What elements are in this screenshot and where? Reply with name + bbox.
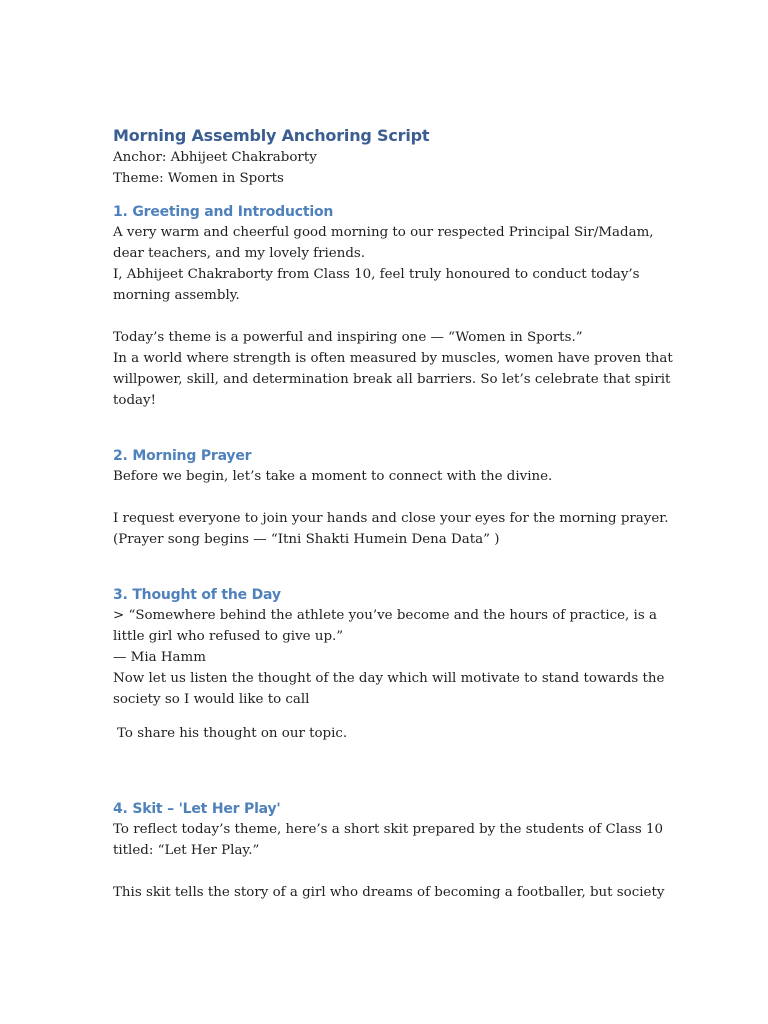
paragraph: To share his thought on our topic. (117, 726, 348, 741)
paragraph: A very warm and cheerful good morning to our respected Principal Sir/Madam, dear teachers, and my lovely friends. (113, 225, 654, 261)
paragraph: I, Abhijeet Chakraborty from Class 10, feel truly honoured to conduct today’s morning assembly. (113, 267, 640, 303)
paragraph: — Mia Hamm (113, 650, 206, 665)
document-body (113, 125, 673, 903)
anchor-line: Anchor: Abhijeet Chakraborty (113, 150, 317, 165)
paragraph: In a world where strength is often measured by muscles, women have proven that willpower, skill, and determination break all barriers. So let’s celebrate that spirit today! (113, 351, 673, 408)
paragraph: > “Somewhere behind the athlete you’ve become and the hours of practice, is a little girl who refused to give up.” (113, 608, 657, 644)
paragraph: Now let us listen the thought of the day which will motivate to stand towards the society so I would like to call (113, 671, 665, 707)
section-heading-greeting: 1. Greeting and Introduction (113, 204, 334, 220)
paragraph: Today’s theme is a powerful and inspiring one — “Women in Sports.” (113, 330, 583, 345)
document-title: Morning Assembly Anchoring Script (113, 126, 430, 145)
section-heading-skit: 4. Skit – 'Let Her Play' (113, 801, 281, 817)
paragraph: I request everyone to join your hands and close your eyes for the morning prayer. (113, 511, 669, 526)
paragraph: Before we begin, let’s take a moment to connect with the divine. (113, 469, 553, 484)
section-heading-prayer: 2. Morning Prayer (113, 448, 252, 464)
paragraph: (Prayer song begins — “Itni Shakti Humein Dena Data” ) (113, 532, 500, 547)
theme-line: Theme: Women in Sports (113, 171, 284, 186)
paragraph: To reflect today’s theme, here’s a short skit prepared by the students of Class 10 titled: “Let Her Play.” (113, 822, 664, 858)
paragraph: This skit tells the story of a girl who dreams of becoming a footballer, but society (113, 885, 665, 900)
section-heading-thought: 3. Thought of the Day (113, 587, 281, 603)
